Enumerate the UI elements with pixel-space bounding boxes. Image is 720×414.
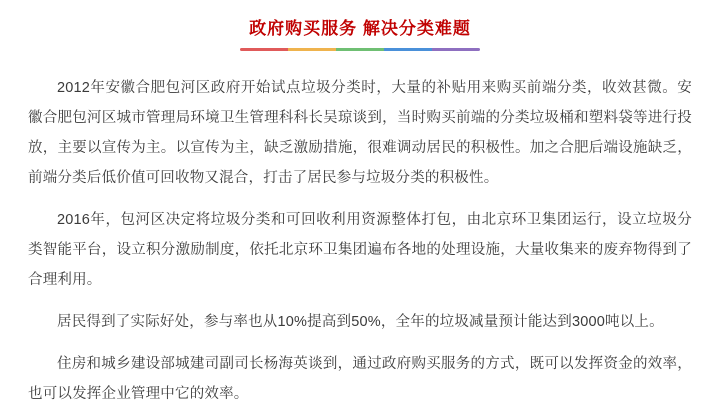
paragraph: 住房和城乡建设部城建司副司长杨海英谈到，通过政府购买服务的方式，既可以发挥资金的效率，也可以发挥企业管理中它的效率。 <box>28 356 692 402</box>
paragraph: 2012年安徽合肥包河区政府开始试点垃圾分类时，大量的补贴用来购买前端分类，收效甚微。安徽合肥包河区城市管理局环境卫生管理科科长吴琼谈到，当时购买前端的分类垃圾桶和塑料袋等进行投放，主要以宣传为主。以宣传为主，缺乏激励措施，很难调动居民的积极性。加之合肥后端设施缺乏，前端分类后低价值可回收物又混合，打击了居民参与垃圾分类的积极性。 <box>28 80 692 186</box>
paragraph: 2016年，包河区决定将垃圾分类和可回收利用资源整体打包，由北京环卫集团运行，设立垃圾分类智能平台，设立积分激励制度，依托北京环卫集团遍布各地的处理设施，大量收集来的废弃物得到了合理利用。 <box>28 212 692 288</box>
paragraph: 居民得到了实际好处，参与率也从10%提高到50%，全年的垃圾减量预计能达到3000吨以上。 <box>57 314 664 330</box>
article-body <box>0 51 720 409</box>
article-header <box>0 0 720 51</box>
page-title: 政府购买服务 解决分类难题 <box>249 19 471 38</box>
